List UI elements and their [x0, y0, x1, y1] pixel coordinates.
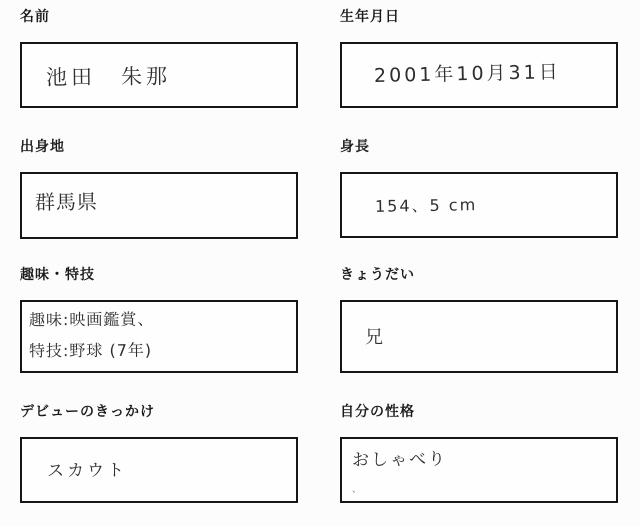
field-siblings	[340, 267, 618, 373]
field-hobby-handwritten-line: 趣味:映画鑑賞、	[28, 309, 155, 330]
field-name-box	[20, 42, 298, 108]
field-name-handwritten-value: 池田 朱那	[45, 64, 172, 90]
field-debut-reason	[20, 404, 298, 503]
field-name	[20, 9, 298, 108]
field-hobby-skill-box	[20, 300, 298, 373]
field-personality-box	[340, 437, 618, 503]
field-personality-handwritten-value: おしゃべり	[351, 449, 448, 471]
field-birthplace-label: 出身地	[20, 139, 65, 155]
field-birthdate	[340, 9, 618, 108]
field-hobby-skill	[20, 267, 298, 373]
field-height-label: 身長	[340, 139, 370, 155]
field-birthdate-label: 生年月日	[340, 9, 400, 25]
field-hobby-skill-handwritten-block	[29, 304, 154, 366]
field-siblings-label: きょうだい	[340, 267, 415, 283]
field-personality	[340, 404, 618, 503]
field-birthdate-box	[340, 42, 618, 108]
field-height-box	[340, 172, 618, 238]
field-birthplace	[20, 139, 298, 239]
field-birthplace-handwritten-value: 群馬県	[34, 189, 99, 215]
field-height	[340, 139, 618, 238]
field-debut-reason-box	[20, 437, 298, 503]
field-hobby-skill-label: 趣味・特技	[20, 267, 95, 283]
field-birthdate-handwritten-value: 2001年10月31日	[373, 61, 561, 87]
field-height-handwritten-value: 154、5 cm	[374, 195, 478, 216]
field-debut-reason-label: デビューのきっかけ	[20, 404, 155, 420]
field-personality-label: 自分の性格	[340, 404, 415, 420]
field-skill-handwritten-line: 特技:野球 (7年)	[28, 340, 153, 361]
field-name-label: 名前	[20, 9, 50, 25]
field-siblings-handwritten-value: 兄	[365, 327, 384, 348]
stray-pen-mark: 、	[352, 485, 362, 495]
field-debut-reason-handwritten-value: スカウト	[46, 460, 128, 482]
field-birthplace-box	[20, 172, 298, 239]
field-siblings-box	[340, 300, 618, 373]
